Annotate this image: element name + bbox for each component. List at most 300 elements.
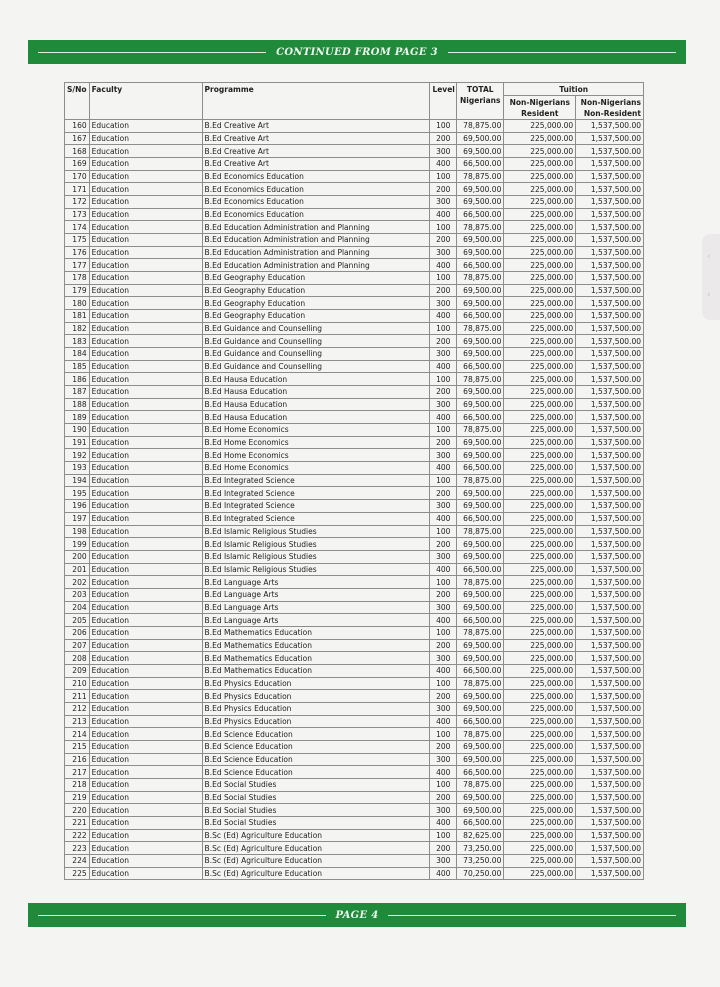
cell-non-nigerian-non-resident: 1,537,500.00 bbox=[576, 335, 644, 348]
cell-non-nigerian-resident: 225,000.00 bbox=[504, 854, 576, 867]
cell-level: 100 bbox=[430, 170, 457, 183]
cell-programme: B.Ed Language Arts bbox=[202, 588, 430, 601]
table-row bbox=[65, 474, 644, 487]
table-row bbox=[65, 816, 644, 829]
cell-faculty: Education bbox=[89, 740, 202, 753]
cell-programme: B.Ed Hausa Education bbox=[202, 373, 430, 386]
cell-total-nigerians: 69,500.00 bbox=[457, 386, 504, 399]
cell-level: 200 bbox=[430, 842, 457, 855]
cell-sn: 208 bbox=[65, 652, 90, 665]
cell-sn: 192 bbox=[65, 449, 90, 462]
cell-level: 300 bbox=[430, 297, 457, 310]
cell-non-nigerian-resident: 225,000.00 bbox=[504, 728, 576, 741]
cell-level: 300 bbox=[430, 550, 457, 563]
cell-faculty: Education bbox=[89, 170, 202, 183]
continued-banner bbox=[28, 40, 686, 64]
cell-faculty: Education bbox=[89, 829, 202, 842]
cell-non-nigerian-non-resident: 1,537,500.00 bbox=[576, 500, 644, 513]
cell-level: 400 bbox=[430, 614, 457, 627]
cell-sn: 169 bbox=[65, 158, 90, 171]
table-row bbox=[65, 284, 644, 297]
table-row bbox=[65, 740, 644, 753]
table-row bbox=[65, 525, 644, 538]
cell-level: 300 bbox=[430, 398, 457, 411]
cell-programme: B.Ed Science Education bbox=[202, 728, 430, 741]
table-body bbox=[65, 120, 644, 880]
cell-programme: B.Ed Physics Education bbox=[202, 702, 430, 715]
cell-non-nigerian-resident: 225,000.00 bbox=[504, 360, 576, 373]
header-nnn-line1: Non-Nigerians bbox=[580, 98, 641, 107]
cell-total-nigerians: 69,500.00 bbox=[457, 702, 504, 715]
cell-level: 100 bbox=[430, 728, 457, 741]
cell-sn: 212 bbox=[65, 702, 90, 715]
cell-total-nigerians: 66,500.00 bbox=[457, 512, 504, 525]
cell-level: 300 bbox=[430, 652, 457, 665]
cell-total-nigerians: 69,500.00 bbox=[457, 436, 504, 449]
cell-non-nigerian-resident: 225,000.00 bbox=[504, 563, 576, 576]
cell-level: 200 bbox=[430, 791, 457, 804]
cell-total-nigerians: 66,500.00 bbox=[457, 462, 504, 475]
cell-sn: 198 bbox=[65, 525, 90, 538]
cell-sn: 187 bbox=[65, 386, 90, 399]
table-row bbox=[65, 576, 644, 589]
cell-sn: 178 bbox=[65, 272, 90, 285]
cell-non-nigerian-non-resident: 1,537,500.00 bbox=[576, 462, 644, 475]
cell-level: 100 bbox=[430, 272, 457, 285]
cell-level: 400 bbox=[430, 766, 457, 779]
cell-level: 300 bbox=[430, 804, 457, 817]
cell-non-nigerian-resident: 225,000.00 bbox=[504, 550, 576, 563]
cell-level: 400 bbox=[430, 158, 457, 171]
table-row bbox=[65, 677, 644, 690]
cell-sn: 214 bbox=[65, 728, 90, 741]
cell-programme: B.Ed Economics Education bbox=[202, 183, 430, 196]
cell-level: 200 bbox=[430, 183, 457, 196]
cell-sn: 196 bbox=[65, 500, 90, 513]
cell-non-nigerian-resident: 225,000.00 bbox=[504, 120, 576, 133]
cell-faculty: Education bbox=[89, 196, 202, 209]
cell-non-nigerian-resident: 225,000.00 bbox=[504, 664, 576, 677]
cell-total-nigerians: 78,875.00 bbox=[457, 778, 504, 791]
cell-non-nigerian-resident: 225,000.00 bbox=[504, 652, 576, 665]
cell-faculty: Education bbox=[89, 145, 202, 158]
table-row bbox=[65, 411, 644, 424]
cell-programme: B.Ed Science Education bbox=[202, 766, 430, 779]
cell-level: 300 bbox=[430, 246, 457, 259]
cell-total-nigerians: 78,875.00 bbox=[457, 322, 504, 335]
cell-total-nigerians: 69,500.00 bbox=[457, 652, 504, 665]
cell-faculty: Education bbox=[89, 322, 202, 335]
cell-non-nigerian-non-resident: 1,537,500.00 bbox=[576, 842, 644, 855]
cell-total-nigerians: 69,500.00 bbox=[457, 791, 504, 804]
cell-level: 200 bbox=[430, 284, 457, 297]
cell-programme: B.Ed Language Arts bbox=[202, 601, 430, 614]
cell-faculty: Education bbox=[89, 690, 202, 703]
cell-sn: 211 bbox=[65, 690, 90, 703]
cell-programme: B.Ed Mathematics Education bbox=[202, 626, 430, 639]
cell-non-nigerian-non-resident: 1,537,500.00 bbox=[576, 449, 644, 462]
cell-sn: 179 bbox=[65, 284, 90, 297]
cell-programme: B.Ed Language Arts bbox=[202, 576, 430, 589]
cell-non-nigerian-non-resident: 1,537,500.00 bbox=[576, 170, 644, 183]
cell-faculty: Education bbox=[89, 474, 202, 487]
page-number: PAGE 4 bbox=[335, 909, 379, 921]
cell-level: 200 bbox=[430, 386, 457, 399]
cell-sn: 207 bbox=[65, 639, 90, 652]
table-row bbox=[65, 753, 644, 766]
cell-level: 100 bbox=[430, 626, 457, 639]
cell-total-nigerians: 69,500.00 bbox=[457, 183, 504, 196]
cell-total-nigerians: 69,500.00 bbox=[457, 550, 504, 563]
cell-non-nigerian-resident: 225,000.00 bbox=[504, 538, 576, 551]
cell-faculty: Education bbox=[89, 601, 202, 614]
cell-faculty: Education bbox=[89, 272, 202, 285]
cell-sn: 217 bbox=[65, 766, 90, 779]
cell-sn: 213 bbox=[65, 715, 90, 728]
cell-total-nigerians: 66,500.00 bbox=[457, 614, 504, 627]
cell-sn: 171 bbox=[65, 183, 90, 196]
cell-non-nigerian-non-resident: 1,537,500.00 bbox=[576, 614, 644, 627]
cell-programme: B.Ed Islamic Religious Studies bbox=[202, 525, 430, 538]
cell-non-nigerian-resident: 225,000.00 bbox=[504, 474, 576, 487]
cell-programme: B.Ed Social Studies bbox=[202, 791, 430, 804]
table-row bbox=[65, 626, 644, 639]
cell-non-nigerian-resident: 225,000.00 bbox=[504, 234, 576, 247]
banner-rule-right bbox=[448, 52, 676, 53]
cell-level: 100 bbox=[430, 373, 457, 386]
cell-level: 200 bbox=[430, 436, 457, 449]
cell-faculty: Education bbox=[89, 132, 202, 145]
cell-level: 200 bbox=[430, 487, 457, 500]
cell-total-nigerians: 78,875.00 bbox=[457, 525, 504, 538]
cell-total-nigerians: 69,500.00 bbox=[457, 246, 504, 259]
table-row bbox=[65, 664, 644, 677]
cell-programme: B.Ed Geography Education bbox=[202, 310, 430, 323]
cell-faculty: Education bbox=[89, 753, 202, 766]
header-tuition: Tuition bbox=[504, 83, 644, 96]
cell-faculty: Education bbox=[89, 639, 202, 652]
cell-level: 100 bbox=[430, 221, 457, 234]
cell-non-nigerian-resident: 225,000.00 bbox=[504, 132, 576, 145]
cell-sn: 203 bbox=[65, 588, 90, 601]
table-row bbox=[65, 297, 644, 310]
cell-non-nigerian-resident: 225,000.00 bbox=[504, 272, 576, 285]
cell-total-nigerians: 69,500.00 bbox=[457, 348, 504, 361]
cell-sn: 180 bbox=[65, 297, 90, 310]
cell-programme: B.Ed Education Administration and Planning bbox=[202, 234, 430, 247]
cell-faculty: Education bbox=[89, 512, 202, 525]
cell-faculty: Education bbox=[89, 462, 202, 475]
cell-faculty: Education bbox=[89, 436, 202, 449]
cell-non-nigerian-non-resident: 1,537,500.00 bbox=[576, 791, 644, 804]
cell-non-nigerian-resident: 225,000.00 bbox=[504, 487, 576, 500]
cell-faculty: Education bbox=[89, 183, 202, 196]
cell-non-nigerian-resident: 225,000.00 bbox=[504, 614, 576, 627]
table-row bbox=[65, 322, 644, 335]
cell-level: 100 bbox=[430, 576, 457, 589]
cell-non-nigerian-non-resident: 1,537,500.00 bbox=[576, 601, 644, 614]
cell-non-nigerian-non-resident: 1,537,500.00 bbox=[576, 158, 644, 171]
cell-non-nigerian-non-resident: 1,537,500.00 bbox=[576, 310, 644, 323]
cell-non-nigerian-resident: 225,000.00 bbox=[504, 170, 576, 183]
cell-faculty: Education bbox=[89, 348, 202, 361]
cell-level: 300 bbox=[430, 702, 457, 715]
cell-non-nigerian-resident: 225,000.00 bbox=[504, 411, 576, 424]
cell-level: 400 bbox=[430, 259, 457, 272]
cell-level: 200 bbox=[430, 588, 457, 601]
cell-faculty: Education bbox=[89, 804, 202, 817]
cell-programme: B.Ed Mathematics Education bbox=[202, 639, 430, 652]
cell-faculty: Education bbox=[89, 297, 202, 310]
cell-faculty: Education bbox=[89, 221, 202, 234]
cell-total-nigerians: 78,875.00 bbox=[457, 272, 504, 285]
cell-programme: B.Ed Integrated Science bbox=[202, 512, 430, 525]
cell-non-nigerian-non-resident: 1,537,500.00 bbox=[576, 436, 644, 449]
cell-sn: 173 bbox=[65, 208, 90, 221]
cell-non-nigerian-resident: 225,000.00 bbox=[504, 196, 576, 209]
cell-non-nigerian-non-resident: 1,537,500.00 bbox=[576, 246, 644, 259]
cell-total-nigerians: 66,500.00 bbox=[457, 208, 504, 221]
cell-programme: B.Ed Science Education bbox=[202, 753, 430, 766]
cell-faculty: Education bbox=[89, 538, 202, 551]
cell-faculty: Education bbox=[89, 120, 202, 133]
cell-non-nigerian-non-resident: 1,537,500.00 bbox=[576, 398, 644, 411]
table-row bbox=[65, 690, 644, 703]
cell-total-nigerians: 69,500.00 bbox=[457, 500, 504, 513]
cell-non-nigerian-non-resident: 1,537,500.00 bbox=[576, 373, 644, 386]
cell-programme: B.Ed Language Arts bbox=[202, 614, 430, 627]
cell-programme: B.Ed Geography Education bbox=[202, 272, 430, 285]
cell-level: 300 bbox=[430, 500, 457, 513]
cell-faculty: Education bbox=[89, 652, 202, 665]
cell-faculty: Education bbox=[89, 715, 202, 728]
cell-sn: 167 bbox=[65, 132, 90, 145]
cell-sn: 224 bbox=[65, 854, 90, 867]
cell-faculty: Education bbox=[89, 411, 202, 424]
table-row bbox=[65, 398, 644, 411]
cell-programme: B.Ed Economics Education bbox=[202, 196, 430, 209]
cell-total-nigerians: 70,250.00 bbox=[457, 867, 504, 880]
table-row bbox=[65, 639, 644, 652]
cell-non-nigerian-resident: 225,000.00 bbox=[504, 791, 576, 804]
cell-faculty: Education bbox=[89, 525, 202, 538]
cell-total-nigerians: 82,625.00 bbox=[457, 829, 504, 842]
table-row bbox=[65, 310, 644, 323]
table-row bbox=[65, 500, 644, 513]
cell-sn: 186 bbox=[65, 373, 90, 386]
cell-programme: B.Ed Home Economics bbox=[202, 462, 430, 475]
cell-non-nigerian-resident: 225,000.00 bbox=[504, 753, 576, 766]
cell-total-nigerians: 69,500.00 bbox=[457, 297, 504, 310]
cell-programme: B.Ed Physics Education bbox=[202, 715, 430, 728]
cell-level: 400 bbox=[430, 664, 457, 677]
table-row bbox=[65, 588, 644, 601]
cell-non-nigerian-resident: 225,000.00 bbox=[504, 588, 576, 601]
table-row bbox=[65, 196, 644, 209]
cell-non-nigerian-resident: 225,000.00 bbox=[504, 626, 576, 639]
table-row bbox=[65, 601, 644, 614]
cell-level: 200 bbox=[430, 690, 457, 703]
cell-faculty: Education bbox=[89, 424, 202, 437]
cell-non-nigerian-resident: 225,000.00 bbox=[504, 842, 576, 855]
cell-non-nigerian-resident: 225,000.00 bbox=[504, 576, 576, 589]
cell-non-nigerian-non-resident: 1,537,500.00 bbox=[576, 284, 644, 297]
cell-total-nigerians: 69,500.00 bbox=[457, 145, 504, 158]
cell-total-nigerians: 78,875.00 bbox=[457, 170, 504, 183]
cell-non-nigerian-resident: 225,000.00 bbox=[504, 804, 576, 817]
cell-programme: B.Ed Economics Education bbox=[202, 208, 430, 221]
table-row bbox=[65, 778, 644, 791]
cell-level: 100 bbox=[430, 778, 457, 791]
cell-sn: 188 bbox=[65, 398, 90, 411]
cell-total-nigerians: 69,500.00 bbox=[457, 196, 504, 209]
cell-total-nigerians: 78,875.00 bbox=[457, 474, 504, 487]
cell-faculty: Education bbox=[89, 360, 202, 373]
header-programme: Programme bbox=[202, 83, 430, 120]
header-total bbox=[457, 83, 504, 120]
cell-non-nigerian-resident: 225,000.00 bbox=[504, 348, 576, 361]
cell-sn: 222 bbox=[65, 829, 90, 842]
cell-programme: B.Sc (Ed) Agriculture Education bbox=[202, 829, 430, 842]
cell-total-nigerians: 69,500.00 bbox=[457, 132, 504, 145]
cell-non-nigerian-resident: 225,000.00 bbox=[504, 740, 576, 753]
cell-non-nigerian-non-resident: 1,537,500.00 bbox=[576, 804, 644, 817]
cell-total-nigerians: 66,500.00 bbox=[457, 259, 504, 272]
cell-sn: 215 bbox=[65, 740, 90, 753]
header-nnr-line1: Non-Nigerians bbox=[509, 98, 570, 107]
cell-total-nigerians: 78,875.00 bbox=[457, 120, 504, 133]
table-row bbox=[65, 386, 644, 399]
table-row bbox=[65, 614, 644, 627]
cell-sn: 190 bbox=[65, 424, 90, 437]
cell-programme: B.Ed Creative Art bbox=[202, 158, 430, 171]
cell-total-nigerians: 66,500.00 bbox=[457, 158, 504, 171]
cell-sn: 175 bbox=[65, 234, 90, 247]
cell-level: 300 bbox=[430, 601, 457, 614]
cell-non-nigerian-resident: 225,000.00 bbox=[504, 639, 576, 652]
cell-non-nigerian-resident: 225,000.00 bbox=[504, 449, 576, 462]
cell-sn: 218 bbox=[65, 778, 90, 791]
cell-programme: B.Ed Home Economics bbox=[202, 424, 430, 437]
cell-non-nigerian-resident: 225,000.00 bbox=[504, 373, 576, 386]
cell-total-nigerians: 69,500.00 bbox=[457, 234, 504, 247]
cell-total-nigerians: 69,500.00 bbox=[457, 487, 504, 500]
cell-faculty: Education bbox=[89, 208, 202, 221]
table-row bbox=[65, 791, 644, 804]
cell-total-nigerians: 69,500.00 bbox=[457, 740, 504, 753]
table-row bbox=[65, 132, 644, 145]
cell-programme: B.Ed Hausa Education bbox=[202, 386, 430, 399]
cell-non-nigerian-non-resident: 1,537,500.00 bbox=[576, 854, 644, 867]
cell-level: 300 bbox=[430, 145, 457, 158]
cell-programme: B.Ed Education Administration and Planning bbox=[202, 221, 430, 234]
cell-faculty: Education bbox=[89, 246, 202, 259]
cell-programme: B.Ed Geography Education bbox=[202, 297, 430, 310]
cell-non-nigerian-resident: 225,000.00 bbox=[504, 398, 576, 411]
cell-faculty: Education bbox=[89, 449, 202, 462]
cell-faculty: Education bbox=[89, 728, 202, 741]
cell-sn: 177 bbox=[65, 259, 90, 272]
table-header bbox=[65, 83, 644, 120]
viewer-side-handle[interactable] bbox=[702, 234, 720, 320]
cell-faculty: Education bbox=[89, 778, 202, 791]
cell-total-nigerians: 73,250.00 bbox=[457, 854, 504, 867]
cell-programme: B.Ed Physics Education bbox=[202, 690, 430, 703]
cell-faculty: Education bbox=[89, 766, 202, 779]
cell-non-nigerian-non-resident: 1,537,500.00 bbox=[576, 690, 644, 703]
table-row bbox=[65, 335, 644, 348]
cell-programme: B.Ed Economics Education bbox=[202, 170, 430, 183]
cell-sn: 220 bbox=[65, 804, 90, 817]
cell-non-nigerian-non-resident: 1,537,500.00 bbox=[576, 487, 644, 500]
table-row bbox=[65, 728, 644, 741]
table-row bbox=[65, 702, 644, 715]
page-footer-banner bbox=[28, 903, 686, 927]
cell-level: 300 bbox=[430, 348, 457, 361]
cell-non-nigerian-non-resident: 1,537,500.00 bbox=[576, 322, 644, 335]
cell-faculty: Education bbox=[89, 626, 202, 639]
cell-non-nigerian-non-resident: 1,537,500.00 bbox=[576, 474, 644, 487]
cell-non-nigerian-resident: 225,000.00 bbox=[504, 525, 576, 538]
table-row bbox=[65, 538, 644, 551]
cell-sn: 174 bbox=[65, 221, 90, 234]
table-row bbox=[65, 487, 644, 500]
fees-table bbox=[64, 82, 644, 880]
cell-sn: 205 bbox=[65, 614, 90, 627]
cell-non-nigerian-resident: 225,000.00 bbox=[504, 436, 576, 449]
cell-non-nigerian-resident: 225,000.00 bbox=[504, 424, 576, 437]
cell-non-nigerian-non-resident: 1,537,500.00 bbox=[576, 221, 644, 234]
cell-total-nigerians: 66,500.00 bbox=[457, 310, 504, 323]
cell-non-nigerian-resident: 225,000.00 bbox=[504, 145, 576, 158]
cell-faculty: Education bbox=[89, 284, 202, 297]
cell-sn: 172 bbox=[65, 196, 90, 209]
cell-programme: B.Ed Guidance and Counselling bbox=[202, 322, 430, 335]
table-row bbox=[65, 221, 644, 234]
cell-non-nigerian-resident: 225,000.00 bbox=[504, 259, 576, 272]
cell-sn: 185 bbox=[65, 360, 90, 373]
cell-faculty: Education bbox=[89, 664, 202, 677]
cell-sn: 168 bbox=[65, 145, 90, 158]
cell-non-nigerian-non-resident: 1,537,500.00 bbox=[576, 626, 644, 639]
cell-programme: B.Ed Creative Art bbox=[202, 145, 430, 158]
cell-total-nigerians: 78,875.00 bbox=[457, 728, 504, 741]
banner-rule-left bbox=[38, 915, 326, 916]
cell-non-nigerian-non-resident: 1,537,500.00 bbox=[576, 652, 644, 665]
cell-level: 300 bbox=[430, 753, 457, 766]
cell-level: 400 bbox=[430, 563, 457, 576]
cell-programme: B.Ed Islamic Religious Studies bbox=[202, 538, 430, 551]
cell-faculty: Education bbox=[89, 310, 202, 323]
cell-non-nigerian-resident: 225,000.00 bbox=[504, 297, 576, 310]
cell-sn: 195 bbox=[65, 487, 90, 500]
cell-programme: B.Ed Creative Art bbox=[202, 120, 430, 133]
table-row bbox=[65, 424, 644, 437]
cell-sn: 221 bbox=[65, 816, 90, 829]
table-row bbox=[65, 715, 644, 728]
table-row bbox=[65, 766, 644, 779]
cell-non-nigerian-resident: 225,000.00 bbox=[504, 221, 576, 234]
cell-sn: 209 bbox=[65, 664, 90, 677]
cell-level: 200 bbox=[430, 234, 457, 247]
cell-non-nigerian-non-resident: 1,537,500.00 bbox=[576, 550, 644, 563]
cell-level: 400 bbox=[430, 715, 457, 728]
cell-level: 400 bbox=[430, 462, 457, 475]
cell-programme: B.Ed Hausa Education bbox=[202, 398, 430, 411]
cell-level: 300 bbox=[430, 196, 457, 209]
cell-programme: B.Sc (Ed) Agriculture Education bbox=[202, 867, 430, 880]
cell-faculty: Education bbox=[89, 842, 202, 855]
